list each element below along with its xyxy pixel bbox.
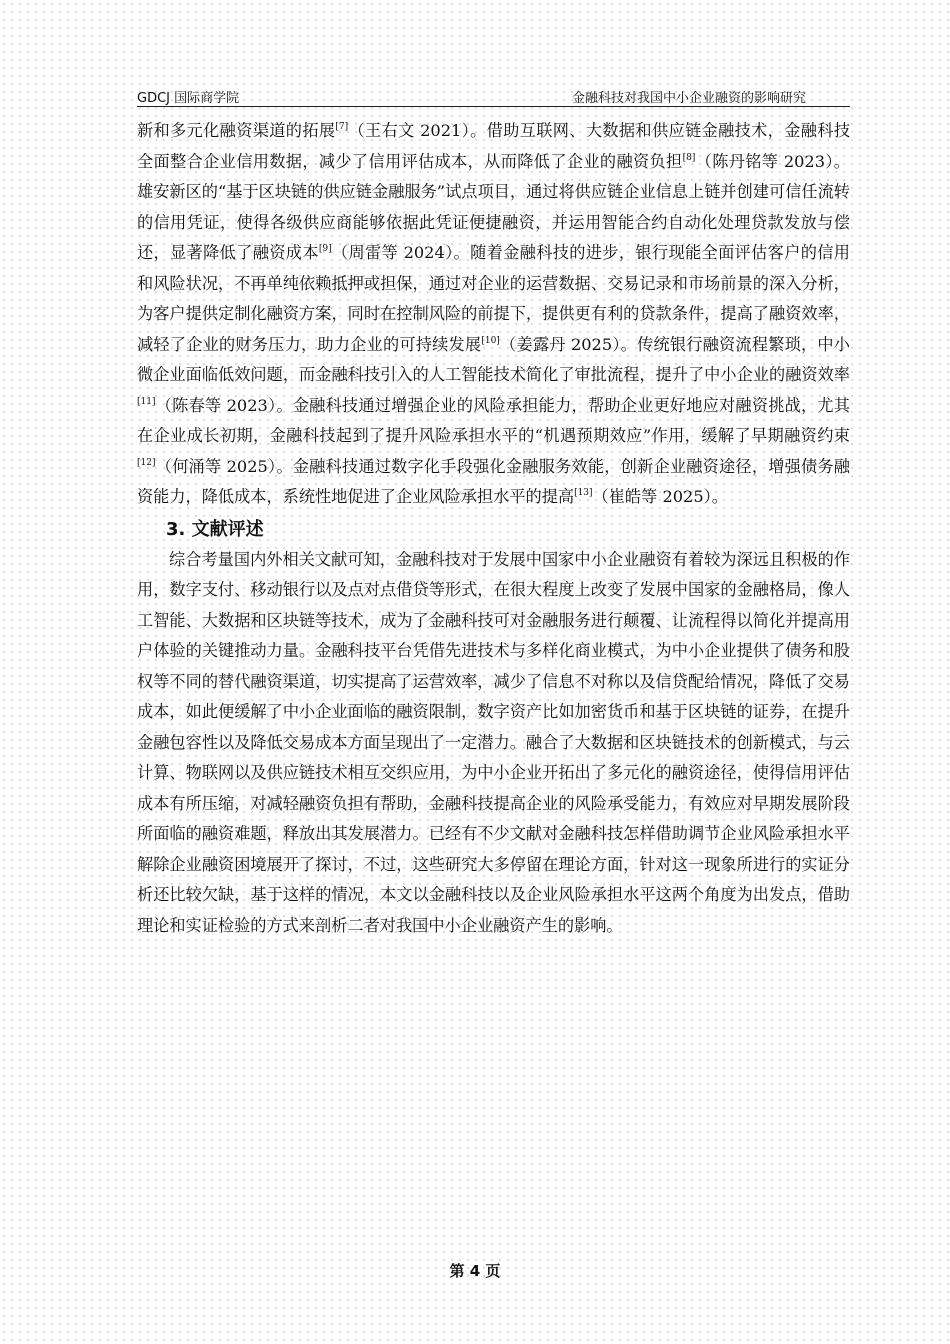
header-paper-title: 金融科技对我国中小企业融资的影响研究	[571, 91, 806, 106]
page-number: 第 4 页	[449, 1262, 501, 1280]
citation-mark: [8]	[682, 152, 696, 163]
citation-mark: [11]	[137, 396, 156, 407]
citation-mark: [7]	[335, 122, 349, 132]
paragraph-text: （何涌等 2025）。金融科技通过数字化手段强化金融服务效能，创新企业融资途径，增强债务融资能力，降低成本，系统性地促进了企业风险承担水平的提高	[137, 456, 850, 506]
body-paragraph-continued	[137, 116, 850, 513]
paragraph-text: （陈丹铭等 2023）。雄安新区的“基于区块链的供应链金融服务”试点项目，通过将供应链企业信息上链并创建可信任流转的信用凭证，使得各级供应商能够依据此凭证便捷融资，并运用智能合约自动化处理贷款发放与偿还，显著降低了融资成本	[137, 151, 850, 262]
paragraph-text: （王右文 2021）。借助互联网、大数据和供应链金融技术，金融科技全面整合企业信用数据，减少了信用评估成本，从而降低了企业的融资负担	[137, 121, 851, 171]
header-institution: GDCJ 国际商学院	[137, 91, 240, 106]
paragraph-text: （周雷等 2024）。随着金融科技的进步，银行现能全面评估客户的信用和风险状况，不再单纯依赖抵押或担保，通过对企业的运营数据、交易记录和市场前景的深入分析，为客户提供定制化融资方案，同时在控制风险的前提下，提供更有利的贷款条件，提高了融资效率，减轻了企业的财务压力，助力企业的可持续发展	[137, 243, 850, 354]
paragraph-text: （姜露丹 2025）。传统银行融资流程繁琐，中小微企业面临低效问题，而金融科技引入的人工智能技术简化了审批流程，提升了中小企业的融资效率	[137, 334, 850, 384]
page-content	[137, 116, 850, 941]
citation-mark: [10]	[481, 335, 500, 346]
citation-mark: [12]	[137, 457, 156, 468]
page-header	[137, 86, 850, 107]
section-heading: 3. 文献评述	[166, 518, 264, 540]
paragraph-text: （陈春等 2023）。金融科技通过增强企业的风险承担能力，帮助企业更好地应对融资挑战，尤其在企业成长初期，金融科技起到了提升风险承担水平的“机遇预期效应”作用，缓解了早期融资约束	[137, 395, 850, 445]
literature-review-paragraph: 综合考量国内外相关文献可知，金融科技对于发展中国家中小企业融资有着较为深远且积极的作用，数字支付、移动银行以及点对点借贷等形式，在很大程度上改变了发展中国家的金融格局，像人工智能、大数据和区块链等技术，成为了金融科技可对金融服务进行颠覆、让流程得以简化并提高用户体验的关键推动力量。金融科技平台凭借先进技术与多样化商业模式，为中小企业提供了债务和股权等不同的替代融资渠道，切实提高了运营效率，减少了信息不对称以及信贷配给情况，降低了交易成本，如此便缓解了中小企业面临的融资限制，数字资产比如加密货币和基于区块链的证券，在提升金融包容性以及降低交易成本方面呈现出了一定潜力。融合了大数据和区块链技术的创新模式，与云计算、物联网以及供应链技术相互交织应用，为中小企业开拓出了多元化的融资途径，使得信用评估成本有所压缩，对减轻融资负担有帮助，金融科技提高企业的风险承受能力，有效应对早期发展阶段所面临的融资难题，释放出其发展潜力。已经有不少文献对金融科技怎样借助调节企业风险承担水平解除企业融资困境展开了探讨，不过，这些研究大多停留在理论方面，针对这一现象所进行的实证分析还比较欠缺，基于这样的情况，本文以金融科技以及企业风险承担水平这两个角度为出发点，借助理论和实证检验的方式来剖析二者对我国中小企业融资产生的影响。	[137, 549, 850, 935]
paragraph-text: （崔皓等 2025）。	[592, 487, 728, 506]
citation-mark: [13]	[574, 488, 593, 498]
citation-mark: [9]	[318, 244, 332, 254]
paragraph-text: 新和多元化融资渠道的拓展	[137, 121, 336, 140]
